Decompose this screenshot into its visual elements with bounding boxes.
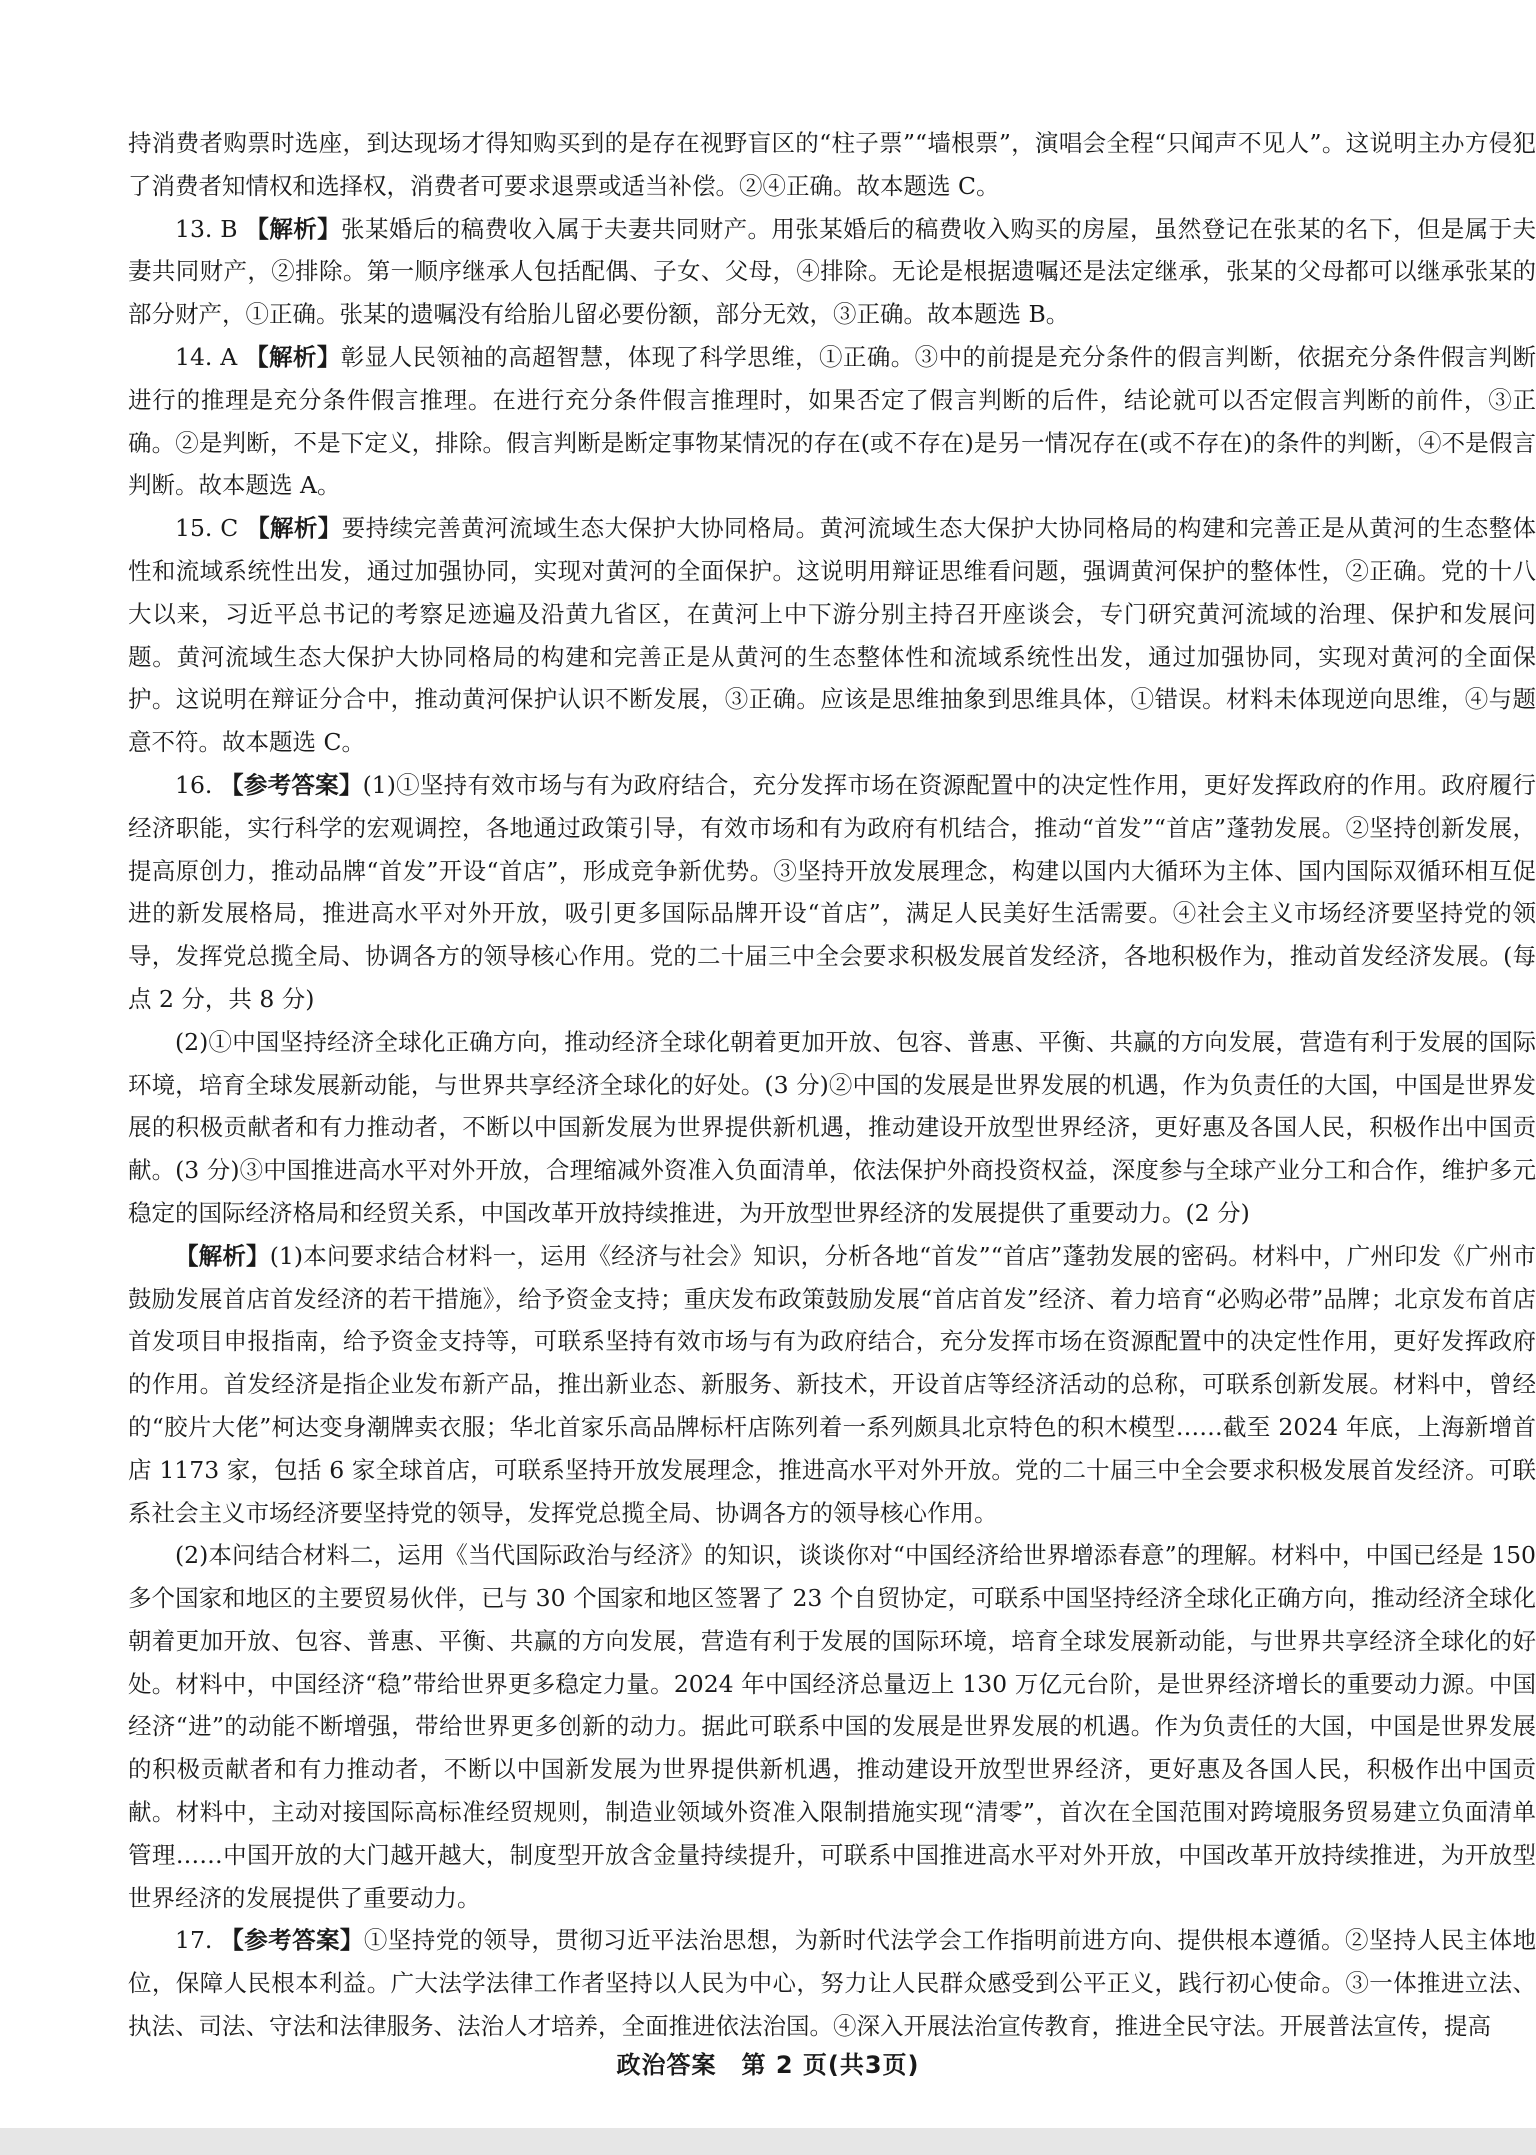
paragraph-text: (2)本问结合材料二，运用《当代国际政治与经济》的知识，谈谈你对“中国经济给世界增添春意”的理解。材料中，中国已经是 150 多个国家和地区的主要贸易伙伴，已与 30 个国家和地区签署了 23 个自贸协定，可联系中国坚持经济全球化正确方向，推动经济全球化朝着更加开放、包容、普惠、平衡、共赢的方向发展，营造有利于发展的国际环境，培育全球发展新动能，与世界共享经济全球化的好处。材料中，中国经济“稳”带给世界更多稳定力量。2024 年中国经济总量迈上 130 万亿元台阶，是世界经济增长的重要动力源。中国经济“进”的动能不断增强，带给世界更多创新的动力。据此可联系中国的发展是世界发展的机遇。作为负责任的大国，中国是世界发展的积极贡献者和有力推动者，不断以中国新发展为世界提供新机遇，推动建设开放型世界经济，更好惠及各国人民，积极作出中国贡献。材料中，主动对接国际高标准经贸规则，制造业领域外资准入限制措施实现“清零”，首次在全国范围对跨境服务贸易建立负面清单管理……中国开放的大门越开越大，制度型开放含金量持续提升，可联系中国推进高水平对外开放，中国改革开放持续推进，为开放型世界经济的发展提供了重要动力。: [128, 1541, 1536, 1912]
paragraph-16c: [128, 1235, 1536, 1535]
scan-edge: [0, 2128, 1536, 2155]
paragraph-text: (2)①中国坚持经济全球化正确方向，推动经济全球化朝着更加开放、包容、普惠、平衡、共赢的方向发展，营造有利于发展的国际环境，培育全球发展新动能，与世界共享经济全球化的好处。(3 分)②中国的发展是世界发展的机遇，作为负责任的大国，中国是世界发展的积极贡献者和有力推动者，不断以中国新发展为世界提供新机遇，推动建设开放型世界经济，更好惠及各国人民，积极作出中国贡献。(3 分)③中国推进高水平对外开放，合理缩减外资准入负面清单，依法保护外商投资权益，深度参与全球产业分工和合作，维护多元稳定的国际经济格局和经贸关系，中国改革开放持续推进，为开放型世界经济的发展提供了重要动力。(2 分): [128, 1027, 1536, 1227]
paragraph-17: [128, 1919, 1536, 2047]
question-number: 16.: [175, 770, 221, 799]
paragraph-text: 张某婚后的稿费收入属于夫妻共同财产。用张某婚后的稿费收入购买的房屋，虽然登记在张某的名下，但是属于夫妻共同财产，②排除。第一顺序继承人包括配偶、子女、父母，④排除。无论是根据遗嘱还是法定继承，张某的父母都可以继承张某的部分财产，①正确。张某的遗嘱没有给胎儿留必要份额，部分无效，③正确。故本题选 B。: [128, 214, 1536, 329]
section-tag: 【解析】: [175, 1241, 270, 1270]
paragraph-text: 彰显人民领袖的高超智慧，体现了科学思维，①正确。③中的前提是充分条件的假言判断，依据充分条件假言判断进行的推理是充分条件假言推理。在进行充分条件假言推理时，如果否定了假言判断的后件，结论就可以否定假言判断的前件，③正确。②是判断，不是下定义，排除。假言判断是断定事物某情况的存在(或不存在)是另一情况存在(或不存在)的条件的判断，④不是假言判断。故本题选 A。: [128, 342, 1536, 500]
section-tag: 【解析】: [246, 514, 342, 543]
paragraph-16b: [128, 1021, 1536, 1235]
paragraph-text: ①坚持党的领导，贯彻习近平法治思想，为新时代法学会工作指明前进方向、提供根本遵循。②坚持人民主体地位，保障人民根本利益。广大法学法律工作者坚持以人民为中心，努力让人民群众感受到公平正义，践行初心使命。③一体推进立法、执法、司法、守法和法律服务、法治人才培养，全面推进依法治国。④深入开展法治宣传教育，推进全民守法。开展普法宣传，提高: [128, 1926, 1536, 2041]
question-number: 14. A: [175, 342, 246, 371]
question-number: 15. C: [175, 514, 247, 543]
paragraph-text: (1)①坚持有效市场与有为政府结合，充分发挥市场在资源配置中的决定性作用，更好发挥政府的作用。政府履行经济职能，实行科学的宏观调控，各地通过政策引导，有效市场和有为政府有机结合，推动“首发”“首店”蓬勃发展。②坚持创新发展，提高原创力，推动品牌“首发”开设“首店”，形成竞争新优势。③坚持开放发展理念，构建以国内大循环为主体、国内国际双循环相互促进的新发展格局，推进高水平对外开放，吸引更多国际品牌开设“首店”，满足人民美好生活需要。④社会主义市场经济要坚持党的领导，发挥党总揽全局、协调各方的领导核心作用。党的二十届三中全会要求积极发展首发经济，各地积极作为，推动首发经济发展。(每点 2 分，共 8 分): [128, 770, 1536, 1013]
paragraph-14: [128, 336, 1536, 507]
paragraph-15: [128, 507, 1536, 764]
question-number: 17.: [175, 1926, 221, 1955]
section-tag: 【参考答案】: [220, 1926, 364, 1955]
paragraph-text: 持消费者购票时选座，到达现场才得知购买到的是存在视野盲区的“柱子票”“墙根票”，演唱会全程“只闻声不见人”。这说明主办方侵犯了消费者知情权和选择权，消费者可要求退票或适当补偿。②④正确。故本题选 C。: [128, 129, 1536, 200]
paragraph-16a: [128, 764, 1536, 1021]
answer-body: [128, 122, 1536, 2048]
section-tag: 【解析】: [245, 214, 342, 243]
section-tag: 【参考答案】: [220, 770, 363, 799]
paragraph-text: 要持续完善黄河流域生态大保护大协同格局。黄河流域生态大保护大协同格局的构建和完善正是从黄河的生态整体性和流域系统性出发，通过加强协同，实现对黄河的全面保护。这说明用辩证思维看问题，强调黄河保护的整体性，②正确。党的十八大以来，习近平总书记的考察足迹遍及沿黄九省区，在黄河上中下游分别主持召开座谈会，专门研究黄河流域的治理、保护和发展问题。黄河流域生态大保护大协同格局的构建和完善正是从黄河的生态整体性和流域系统性出发，通过加强协同，实现对黄河的全面保护。这说明在辩证分合中，推动黄河保护认识不断发展，③正确。应该是思维抽象到思维具体，①错误。材料未体现逆向思维，④与题意不符。故本题选 C。: [128, 514, 1536, 757]
paragraph-16d: [128, 1534, 1536, 1919]
paragraph-text: (1)本问要求结合材料一，运用《经济与社会》知识，分析各地“首发”“首店”蓬勃发展的密码。材料中，广州印发《广州市鼓励发展首店首发经济的若干措施》，给予资金支持；重庆发布政策鼓励发展“首店首发”经济、着力培育“必购必带”品牌；北京发布首店首发项目申报指南，给予资金支持等，可联系坚持有效市场与有为政府结合，充分发挥市场在资源配置中的决定性作用，更好发挥政府的作用。首发经济是指企业发布新产品，推出新业态、新服务、新技术，开设首店等经济活动的总称，可联系创新发展。材料中，曾经的“胶片大佬”柯达变身潮牌卖衣服；华北首家乐高品牌标杆店陈列着一系列颇具北京特色的积木模型……截至 2024 年底，上海新增首店 1173 家，包括 6 家全球首店，可联系坚持开放发展理念，推进高水平对外开放。党的二十届三中全会要求积极发展首发经济。可联系社会主义市场经济要坚持党的领导，发挥党总揽全局、协调各方的领导核心作用。: [128, 1241, 1536, 1527]
paragraph-cont: [128, 122, 1536, 208]
paragraph-13: [128, 208, 1536, 336]
page-footer: 政治答案 第 2 页(共3页): [616, 2051, 920, 2079]
section-tag: 【解析】: [245, 342, 341, 371]
question-number: 13. B: [175, 214, 246, 243]
